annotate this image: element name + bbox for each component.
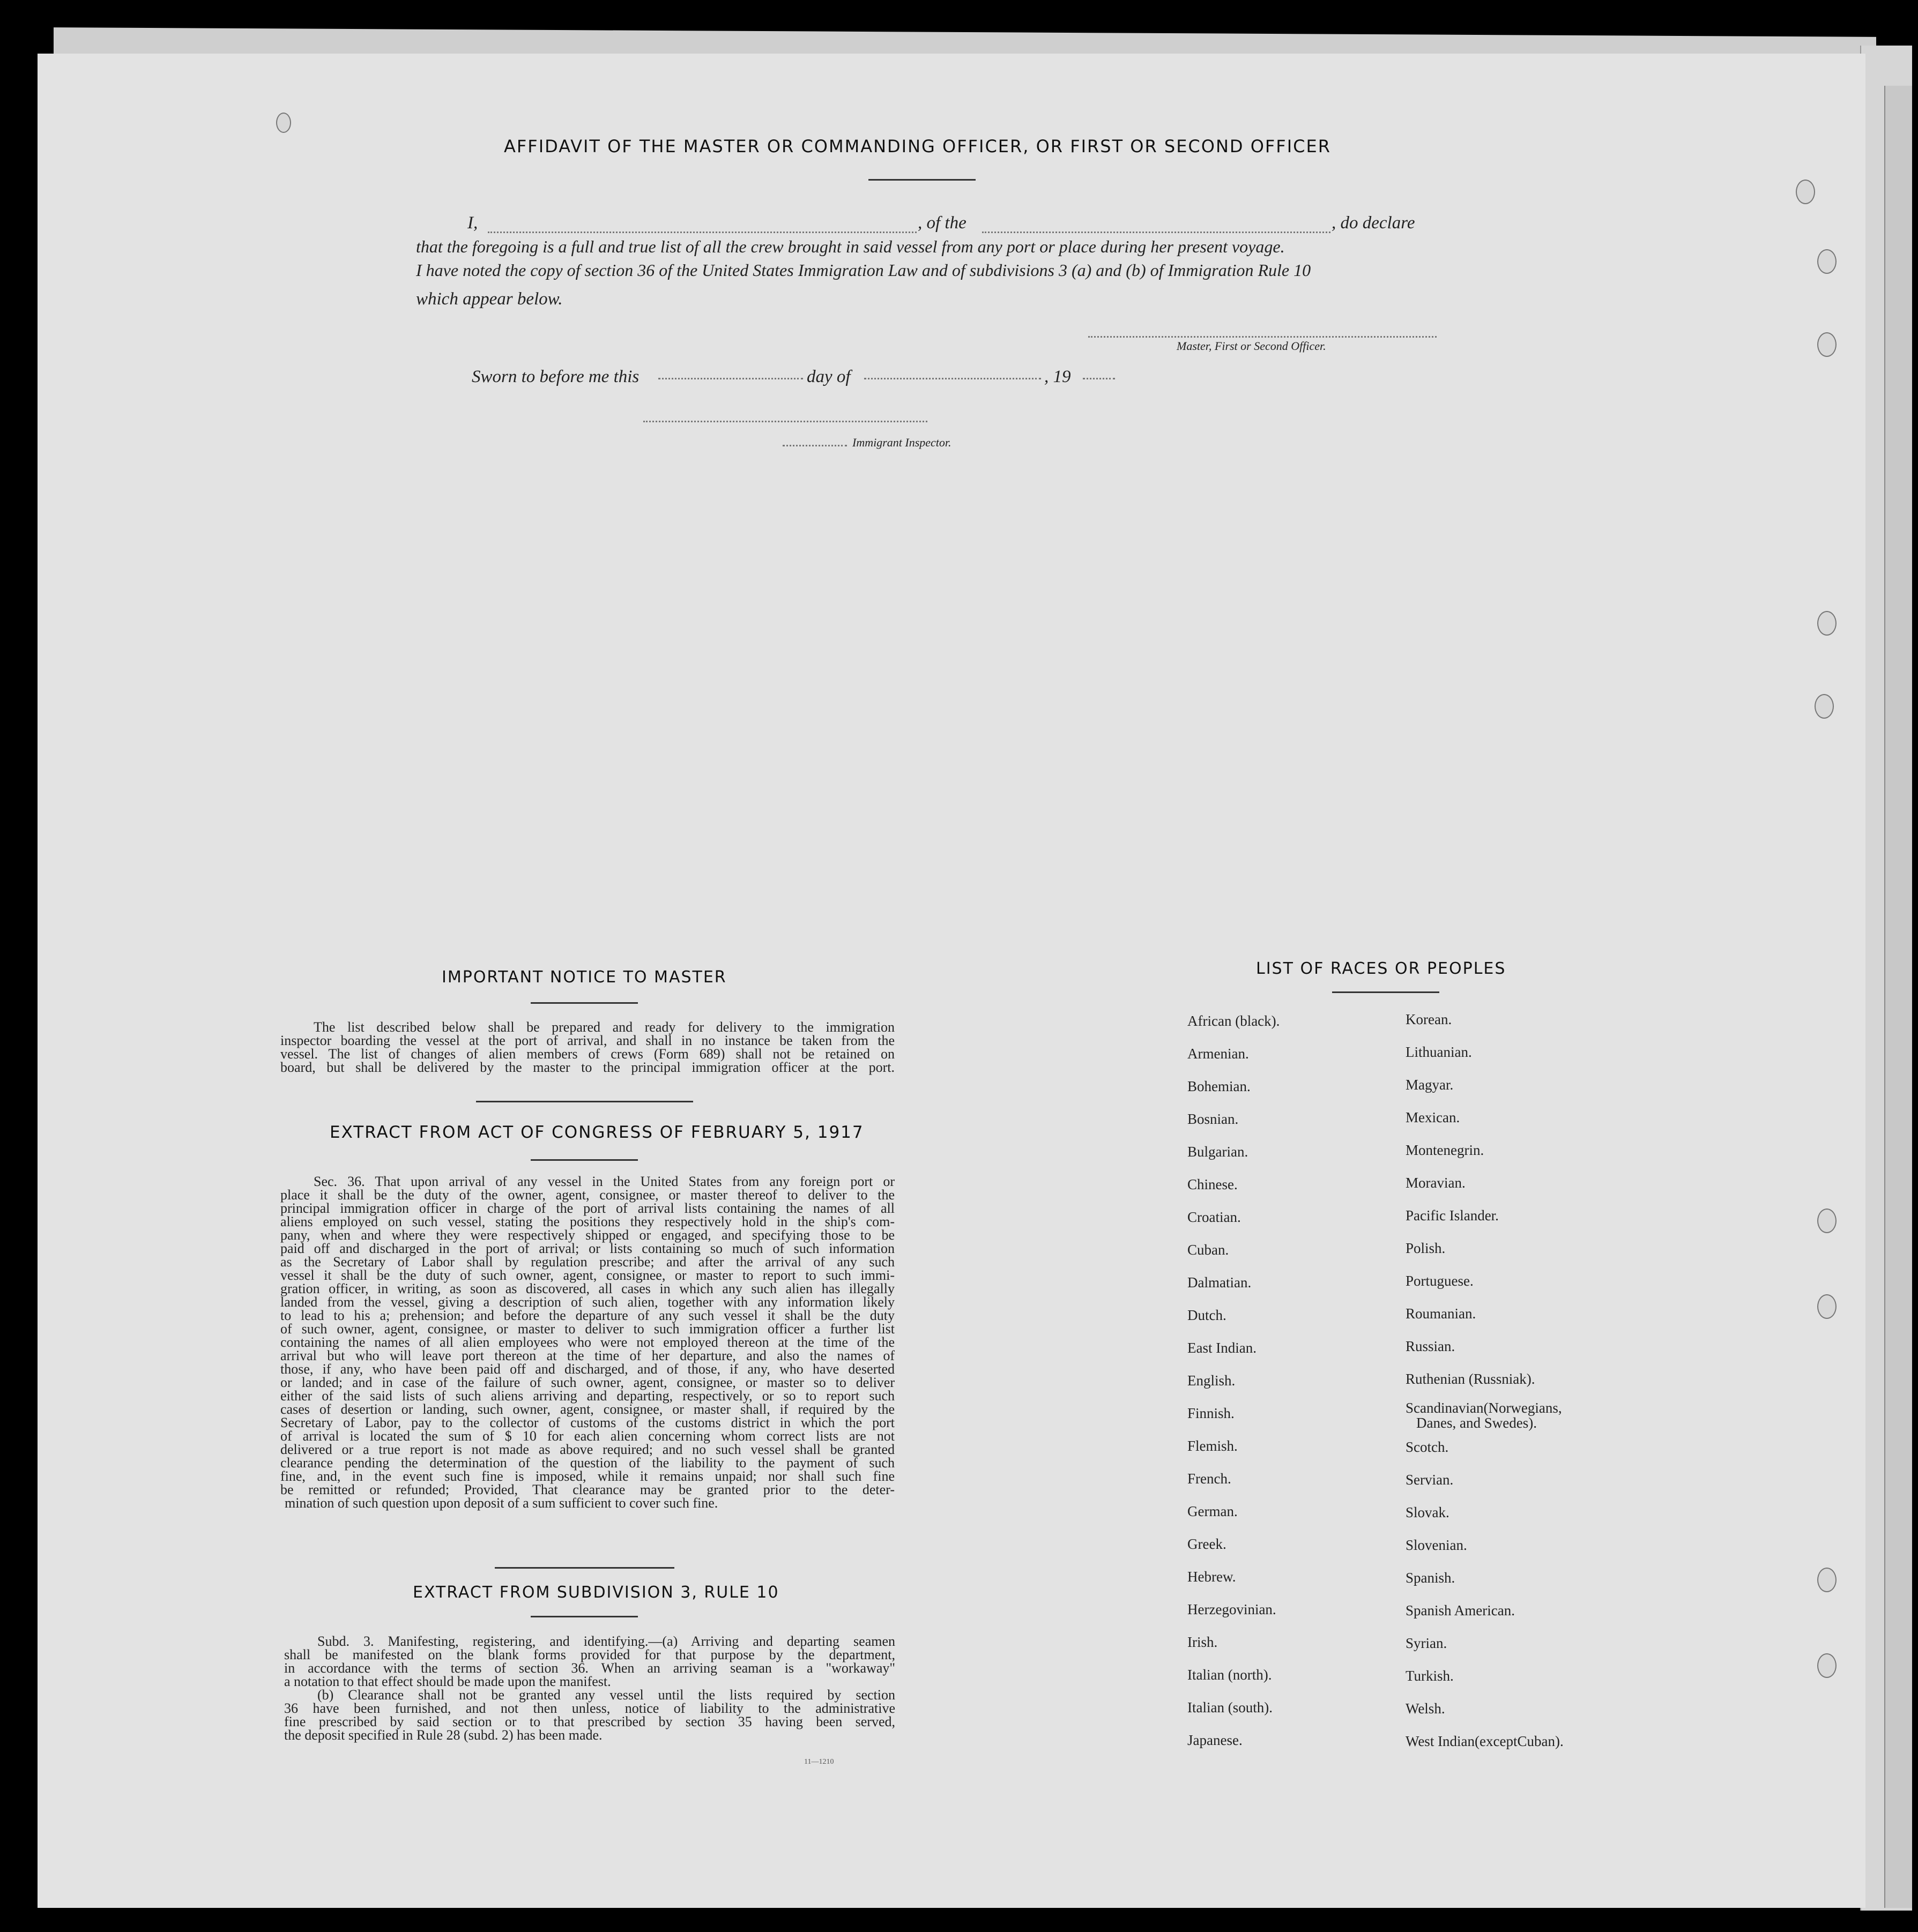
day-of: day of xyxy=(807,367,851,386)
race-item: Flemish. xyxy=(1187,1438,1238,1454)
race-item: Italian (south). xyxy=(1187,1699,1273,1715)
race-item: Italian (north). xyxy=(1187,1667,1272,1683)
vessel-blank[interactable] xyxy=(982,232,1330,233)
punch-hole xyxy=(1796,180,1815,204)
punch-hole xyxy=(1815,694,1834,719)
rule-title: EXTRACT FROM SUBDIVISION 3, RULE 10 xyxy=(413,1583,779,1602)
race-item: Slovak. xyxy=(1406,1504,1449,1520)
notice-title: IMPORTANT NOTICE TO MASTER xyxy=(442,968,727,987)
race-item: Mexican. xyxy=(1406,1109,1460,1125)
race-item: Bohemian. xyxy=(1187,1078,1251,1094)
race-item: Hebrew. xyxy=(1187,1569,1236,1585)
race-item: Scandinavian(Norwegians, xyxy=(1406,1400,1562,1416)
affidavit-line4: which appear below. xyxy=(416,289,563,309)
race-item: Danes, and Swedes). xyxy=(1416,1415,1537,1431)
divider xyxy=(531,1002,638,1004)
month-blank[interactable] xyxy=(864,378,1041,379)
year-prefix: , 19 xyxy=(1044,367,1071,386)
race-item: German. xyxy=(1187,1503,1238,1519)
divider xyxy=(1332,991,1439,993)
inspector-label: Immigrant Inspector. xyxy=(852,436,951,449)
notice-paragraph: The list described below shall be prepared and ready for delivery to the immigration inspector boarding the vessel at the port of arrival, and shall in no instance be taken from the vessel. The list of changes of alien members of crews (Form 689) shall not be retained on board, but shall be delivered by the master to the principal immigration officer at the port. xyxy=(280,1019,895,1075)
race-item: Dalmatian. xyxy=(1187,1274,1252,1291)
race-item: Roumanian. xyxy=(1406,1306,1476,1322)
race-item: Scotch. xyxy=(1406,1439,1449,1455)
race-item: English. xyxy=(1187,1372,1236,1389)
race-item: Lithuanian. xyxy=(1406,1044,1472,1060)
divider xyxy=(531,1616,638,1617)
affidavit-i: I, xyxy=(467,213,478,233)
affidavit-line3: I have noted the copy of section 36 of the United States Immigration Law and of subdivisions 3 (a) and (b) of Immigration Rule 10 xyxy=(416,260,1311,280)
divider xyxy=(495,1567,674,1569)
page-edge-right-back xyxy=(1884,86,1912,1908)
race-item: Bulgarian. xyxy=(1187,1144,1248,1160)
rule-paragraph: Subd. 3. Manifesting, registering, and identifying.—(a) Arriving and departing seamen shall be manifested on the blank forms provided for that purpose by the department, in accordance with the terms of section 36. When an arriving seaman is a "workaway" a notation to that effect should be made upon the manifest. (b) Clearance shall not be granted any vessel until the lists required by section 36 have been furnished, and not then unless, notice of liability to the administrative fine prescribed by said section or to that prescribed by section 35 having been served, the deposit specified in Rule 28 (subd. 2) has been made. xyxy=(284,1633,895,1743)
race-item: Finnish. xyxy=(1187,1405,1235,1421)
signature-label: Master, First or Second Officer. xyxy=(1177,339,1326,353)
race-item: Bosnian. xyxy=(1187,1111,1239,1127)
race-item: Russian. xyxy=(1406,1338,1455,1354)
race-item: Welsh. xyxy=(1406,1700,1445,1717)
race-item: West Indian(exceptCuban). xyxy=(1406,1733,1564,1749)
act-paragraph: Sec. 36. That upon arrival of any vessel in the United States from any foreign port or place it shall be the duty of the owner, agent, consignee, or master thereof to deliver to the principal immigration officer in charge of the port of arrival lists containing the names of all aliens employed on such vessel, stating the positions they respectively hold in the ship's com- pany, when and where they were respectively shipped or engaged, and specifying those to be paid off and discharged in the port of arrival; or lists containing so much of such information as the Secretary of Labor shall by regulation prescribe; and after the arrival of any such vessel it shall be the duty of such owner, agent, consignee, or master to report to such immi- gration officer, in writing, as soon as discovered, all cases in which any such alien has illegally landed from the vessel, giving a description of such alien, together with any information likely to lead to his a; prehension; and before the departure of any such vessel it shall be the duty of such owner, agent, consignee, or master to deliver to such immigration officer a further list containing the names of all alien employees who were not employed thereon at the time of the arrival but who will leave port thereon at the time of her departure, and also the names of those, if any, who have been paid off and discharged, and of those, if any, who have deserted or landed; and in case of the failure of such owner, agent, consignee, or master so to deliver either of the said lists of such aliens arriving and departing, respectively, or so to report such cases of desertion or landing, such owner, agent, consignee, or master shall, if required by the Secretary of Labor, pay to the collector of customs of the customs district in which the port of arrival is located the sum of $ 10 for each alien concerning whom correct lists are not delivered or a true report is not made as above required; and no such vessel shall be granted clearance pending the determination of the question of the liability to the payment of such fine, and, in the event such fine is imposed, while it remains unpaid; nor shall such fine be remitted or refunded; Provided, That clearance may be granted prior to the deter- mination of such question upon deposit of a sum sufficient to cover such fine. xyxy=(280,1174,895,1511)
sworn-text: Sworn to before me this xyxy=(472,367,640,386)
race-item: Irish. xyxy=(1187,1634,1218,1650)
race-item: African (black). xyxy=(1187,1013,1280,1029)
races-title: LIST OF RACES OR PEOPLES xyxy=(1256,959,1506,978)
race-item: East Indian. xyxy=(1187,1340,1257,1356)
punch-hole xyxy=(1817,611,1837,636)
race-item: Servian. xyxy=(1406,1472,1454,1488)
inspector-dots xyxy=(783,445,847,446)
race-item: Dutch. xyxy=(1187,1307,1226,1323)
year-blank[interactable] xyxy=(1083,378,1115,379)
race-item: Japanese. xyxy=(1187,1732,1243,1748)
divider xyxy=(476,1101,693,1102)
act-title: EXTRACT FROM ACT OF CONGRESS OF FEBRUARY 5, 1917 xyxy=(330,1123,864,1142)
race-item: Chinese. xyxy=(1187,1176,1238,1192)
day-blank[interactable] xyxy=(658,378,803,379)
punch-hole xyxy=(1817,249,1837,274)
race-item: Polish. xyxy=(1406,1240,1446,1256)
race-item: Cuban. xyxy=(1187,1242,1229,1258)
race-item: Syrian. xyxy=(1406,1635,1447,1651)
form-number: 11—1210 xyxy=(804,1758,834,1766)
punch-hole xyxy=(1817,1209,1837,1233)
divider xyxy=(868,179,976,181)
race-item: French. xyxy=(1187,1471,1231,1487)
affidavit-line2: that the foregoing is a full and true list of all the crew brought in said vessel from any port or place during her present voyage. xyxy=(416,237,1285,256)
race-item: Greek. xyxy=(1187,1536,1226,1552)
race-item: Moravian. xyxy=(1406,1175,1466,1191)
affidavit-title: AFFIDAVIT OF THE MASTER OR COMMANDING OFFICER, OR FIRST OR SECOND OFFICER xyxy=(504,136,1331,156)
race-item: Croatian. xyxy=(1187,1209,1241,1225)
signature-blank[interactable] xyxy=(1088,336,1437,338)
punch-hole xyxy=(1817,1653,1837,1678)
affidavit-of-the: , of the xyxy=(918,213,967,233)
race-item: Montenegrin. xyxy=(1406,1142,1484,1158)
race-item: Magyar. xyxy=(1406,1077,1454,1093)
inspector-blank[interactable] xyxy=(643,421,927,422)
race-item: Armenian. xyxy=(1187,1046,1249,1062)
punch-hole xyxy=(1817,1294,1837,1319)
punch-hole xyxy=(1817,332,1837,357)
race-item: Ruthenian (Russniak). xyxy=(1406,1371,1535,1387)
race-item: Portuguese. xyxy=(1406,1273,1474,1289)
race-item: Korean. xyxy=(1406,1011,1452,1027)
race-item: Turkish. xyxy=(1406,1668,1454,1684)
document-page xyxy=(38,54,1865,1908)
affidavit-declare: , do declare xyxy=(1332,213,1415,233)
race-item: Herzegovinian. xyxy=(1187,1601,1276,1617)
race-item: Spanish American. xyxy=(1406,1602,1515,1618)
race-item: Pacific Islander. xyxy=(1406,1207,1499,1224)
race-item: Spanish. xyxy=(1406,1570,1455,1586)
punch-hole xyxy=(276,113,291,133)
punch-hole xyxy=(1817,1568,1837,1592)
divider xyxy=(531,1159,638,1161)
race-item: Slovenian. xyxy=(1406,1537,1467,1553)
name-blank[interactable] xyxy=(488,232,917,233)
